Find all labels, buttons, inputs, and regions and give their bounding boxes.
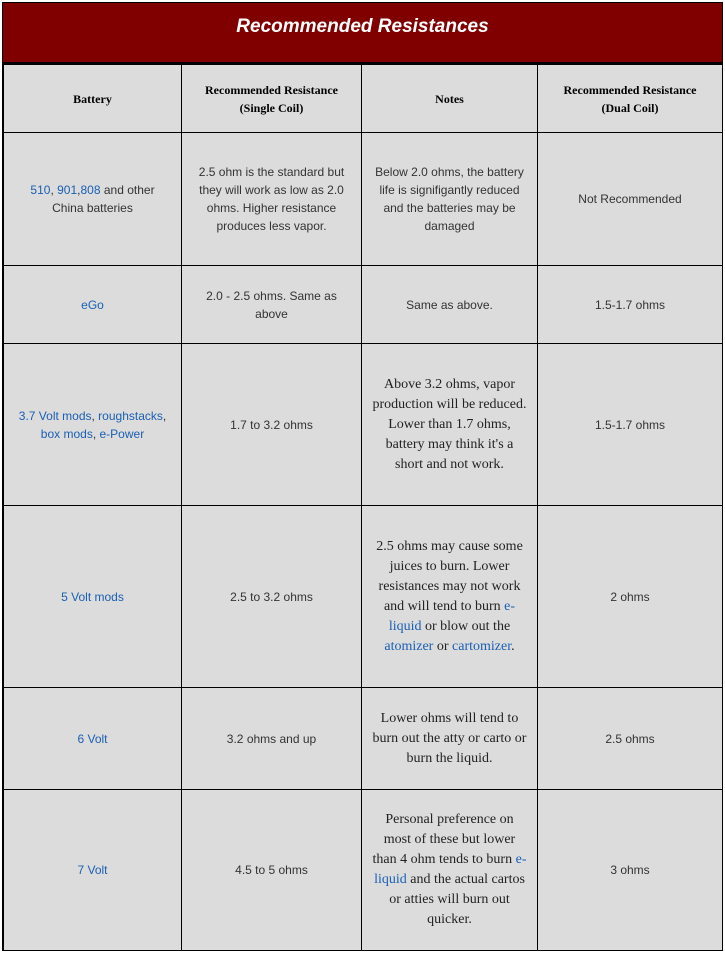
link-cartomizer[interactable]: cartomizer <box>452 638 512 654</box>
link-6-volt[interactable]: 6 Volt <box>77 731 108 746</box>
header-battery: Battery <box>4 65 182 133</box>
battery-cell: 510, 901,808 and other China batteries <box>4 133 182 266</box>
dual-coil-cell: Not Recommended <box>538 133 723 266</box>
link-5-volt-mods[interactable]: 5 Volt mods <box>61 589 124 604</box>
header-row <box>4 65 723 133</box>
resistance-table-container <box>2 2 723 951</box>
dual-coil-cell: 2 ohms <box>538 506 723 688</box>
link-e-power[interactable]: e-Power <box>99 426 145 441</box>
table-row <box>4 344 723 506</box>
table-row <box>4 506 723 688</box>
header-single-coil: Recommended Resistance (Single Coil) <box>182 65 362 133</box>
link-510[interactable]: 510 <box>30 183 51 197</box>
link-roughstacks[interactable]: roughstacks <box>98 408 163 423</box>
single-coil-cell: 2.5 to 3.2 ohms <box>182 506 362 688</box>
battery-cell <box>4 506 182 688</box>
single-coil-cell: 1.7 to 3.2 ohms <box>182 344 362 506</box>
battery-cell <box>4 790 182 951</box>
single-coil-cell: 4.5 to 5 ohms <box>182 790 362 951</box>
dual-coil-cell: 1.5-1.7 ohms <box>538 266 723 344</box>
notes-cell: Same as above. <box>362 266 538 344</box>
link-box-mods[interactable]: box mods <box>40 426 93 441</box>
notes-cell: Below 2.0 ohms, the battery life is signifigantly reduced and the batteries may be damaged <box>362 133 538 266</box>
link-ego[interactable]: eGo <box>81 297 104 312</box>
single-coil-cell: 2.0 - 2.5 ohms. Same as above <box>182 266 362 344</box>
battery-cell: 3.7 Volt mods, roughstacks, box mods, e-Power <box>4 344 182 506</box>
notes-cell: Personal preference on most of these but lower than 4 ohm tends to burn e-liquid and the actual cartos or atties will burn out quicker. <box>362 790 538 951</box>
single-coil-cell: 2.5 ohm is the standard but they will work as low as 2.0 ohms. Higher resistance produces less vapor. <box>182 133 362 266</box>
link-e-liquid[interactable]: e-liquid <box>374 852 527 887</box>
dual-coil-cell: 3 ohms <box>538 790 723 951</box>
link-e-liquid[interactable]: e-liquid <box>388 598 516 634</box>
table-title: Recommended Resistances <box>3 3 722 64</box>
notes-cell: Lower ohms will tend to burn out the atty or carto or burn the liquid. <box>362 688 538 790</box>
battery-cell <box>4 266 182 344</box>
table-row <box>4 688 723 790</box>
link-808[interactable]: 808 <box>80 183 101 197</box>
notes-cell: 2.5 ohms may cause some juices to burn. Lower resistances may not work and will tend to burn e-liquid or blow out the atomizer or cartomizer. <box>362 506 538 688</box>
table-row <box>4 790 723 951</box>
header-dual-coil: Recommended Resistance (Dual Coil) <box>538 65 723 133</box>
link-7-volt[interactable]: 7 Volt <box>77 863 108 877</box>
notes-cell: Above 3.2 ohms, vapor production will be reduced. Lower than 1.7 ohms, battery may think it's a short and not work. <box>362 344 538 506</box>
link-901[interactable]: 901 <box>57 183 78 197</box>
table-row <box>4 133 723 266</box>
resistance-table <box>3 64 723 951</box>
single-coil-cell: 3.2 ohms and up <box>182 688 362 790</box>
header-notes: Notes <box>362 65 538 133</box>
battery-cell <box>4 688 182 790</box>
dual-coil-cell: 1.5-1.7 ohms <box>538 344 723 506</box>
dual-coil-cell: 2.5 ohms <box>538 688 723 790</box>
link-3-7-volt-mods[interactable]: 3.7 Volt mods <box>18 408 92 423</box>
link-atomizer[interactable]: atomizer <box>384 638 434 654</box>
table-row <box>4 266 723 344</box>
